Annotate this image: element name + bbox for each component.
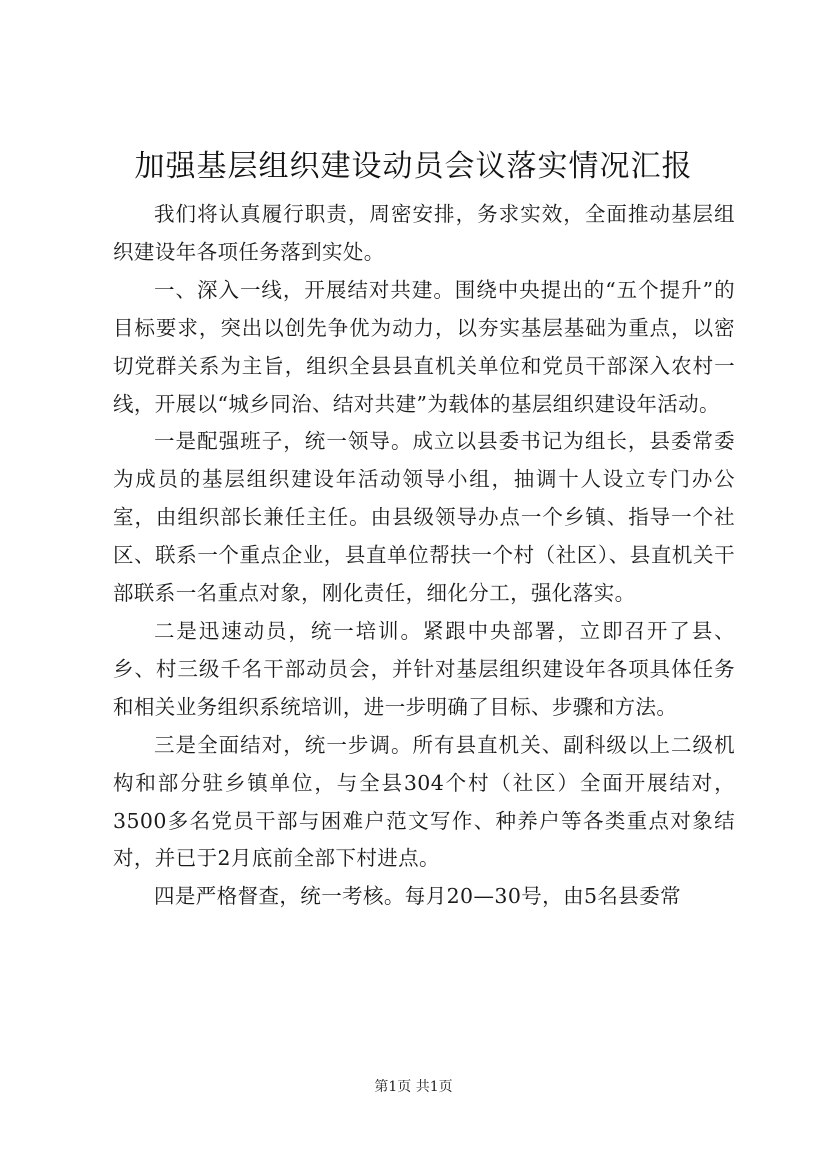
paragraph-point-three: 三是全面结对，统一步调。所有县直机关、副科级以上二级机构和部分驻乡镇单位，与全县304个村（社区）全面开展结对，3500多名党员干部与困难户范文写作、种养户等各类重点对象结对，并已于2月底前全部下村进点。 — [113, 732, 735, 871]
paragraph-point-one: 一是配强班子，统一领导。成立以县委书记为组长，县委常委为成员的基层组织建设年活动领导小组，抽调十人设立专门办公室，由组织部长兼任主任。由县级领导办点一个乡镇、指导一个社区、联系一个重点企业，县直单位帮扶一个村（社区）、县直机关干部联系一名重点对象，刚化责任，细化分工，强化落实。 — [113, 429, 735, 606]
paragraph-point-four: 四是严格督查，统一考核。每月20—30号，由5名县委常 — [154, 884, 682, 909]
paragraph-intro: 我们将认真履行职责，周密安排，务求实效，全面推动基层组织建设年各项任务落到实处。 — [113, 202, 735, 264]
document-title: 加强基层组织建设动员会议落实情况汇报 — [134, 149, 693, 184]
document-body — [113, 196, 735, 916]
page-number-footer: 第1页 共1页 — [374, 1079, 453, 1095]
paragraph-point-two: 二是迅速动员，统一培训。紧跟中央部署，立即召开了县、乡、村三级千名干部动员会，并针对基层组织建设年各项具体任务和相关业务组织系统培训，进一步明确了目标、步骤和方法。 — [113, 618, 735, 719]
paragraph-section-one: 一、深入一线，开展结对共建。围绕中央提出的“五个提升”的目标要求，突出以创先争优为动力，以夯实基层基础为重点，以密切党群关系为主旨，组织全县县直机关单位和党员干部深入农村一线，开展以“城乡同治、结对共建”为载体的基层组织建设年活动。 — [113, 277, 735, 416]
